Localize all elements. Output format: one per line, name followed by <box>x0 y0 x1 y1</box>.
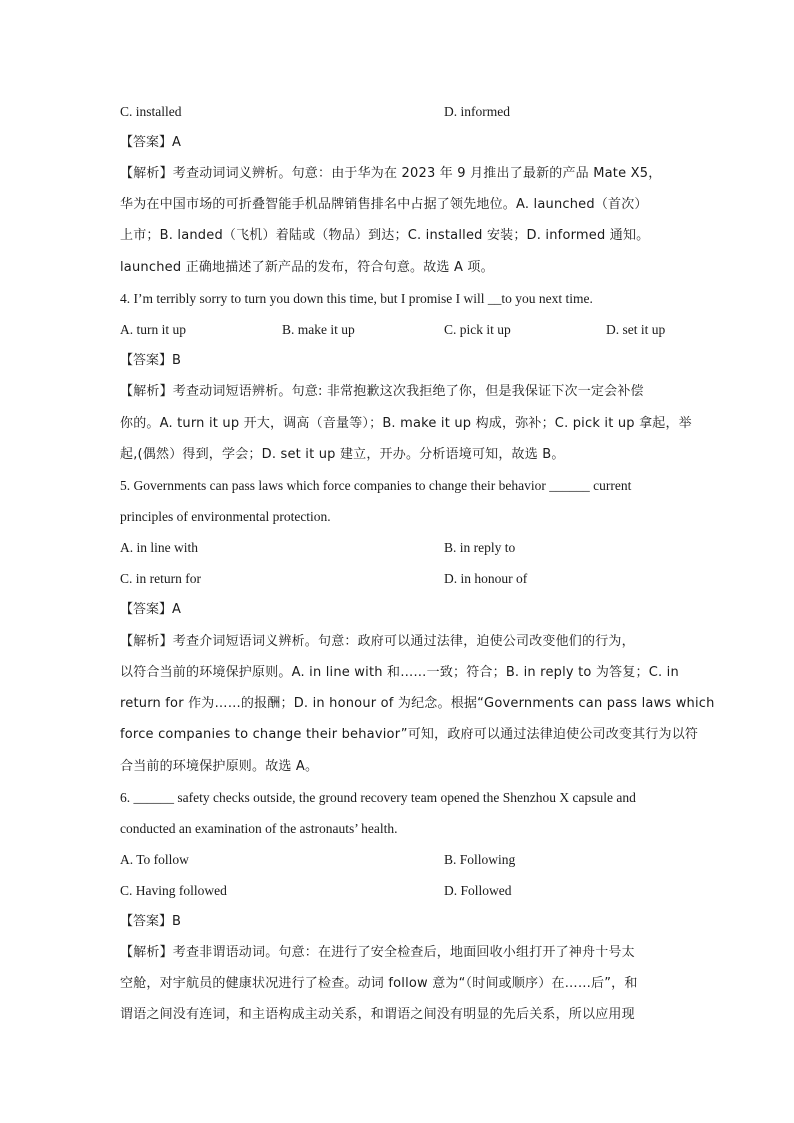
q3-analysis-line-4: launched 正确地描述了新产品的发布，符合句意。故选 A 项。 <box>120 260 494 275</box>
q6-option-a: A. To follow <box>120 852 189 867</box>
q4-analysis-line-1: 【解析】考查动词短语辨析。句意: 非常抱歉这次我拒绝了你，但是我保证下次一定会补偿 <box>120 384 644 399</box>
q6-answer: 【答案】B <box>120 914 181 929</box>
q4-answer: 【答案】B <box>120 353 181 368</box>
q5-stem-line-2: principles of environmental protection. <box>120 509 331 524</box>
q6-analysis-line-2: 空舱，对宇航员的健康状况进行了检查。动词 follow 意为“（时间或顺序）在……后”，和 <box>120 976 638 991</box>
q4-option-c: C. pick it up <box>444 322 511 337</box>
q6-option-c: C. Having followed <box>120 883 227 898</box>
q6-option-b: B. Following <box>444 852 516 867</box>
q5-analysis-line-3: return for 作为……的报酬；D. in honour of 为纪念。根据“Governments can pass laws which <box>120 696 715 711</box>
q5-option-b: B. in reply to <box>444 540 516 555</box>
q3-option-c: C. installed <box>120 104 182 119</box>
q4-analysis-line-2: 你的。A. turn it up 开大，调高（音量等）；B. make it up 构成，弥补；C. pick it up 拿起，举 <box>120 416 692 431</box>
q3-analysis-line-2: 华为在中国市场的可折叠智能手机品牌销售排名中占据了领先地位。A. launched（首次） <box>120 197 648 212</box>
q5-option-d: D. in honour of <box>444 571 528 586</box>
q6-stem-line-1: 6. ______ safety checks outside, the ground recovery team opened the Shenzhou X capsule and <box>120 790 636 805</box>
q4-option-a: A. turn it up <box>120 322 186 337</box>
q3-option-d: D. informed <box>444 104 510 119</box>
q5-analysis-line-2: 以符合当前的环境保护原则。A. in line with 和……一致；符合；B. in reply to 为答复；C. in <box>120 665 679 680</box>
q3-analysis-line-1: 【解析】考查动词词义辨析。句意：由于华为在 2023 年 9 月推出了最新的产品 Mate X5， <box>120 166 662 181</box>
q6-option-d: D. Followed <box>444 883 512 898</box>
q5-option-a: A. in line with <box>120 540 198 555</box>
q6-stem-line-2: conducted an examination of the astronauts’ health. <box>120 821 398 836</box>
q5-stem-line-1: 5. Governments can pass laws which force companies to change their behavior ______ current <box>120 478 632 493</box>
q4-stem: 4. I’m terribly sorry to turn you down this time, but I promise I will __to you next time. <box>120 291 593 306</box>
q5-answer: 【答案】A <box>120 602 181 617</box>
q3-analysis-line-3: 上市；B. landed（飞机）着陆或（物品）到达；C. installed 安装；D. informed 通知。 <box>120 228 650 243</box>
q6-analysis-line-3: 谓语之间没有连词，和主语构成主动关系，和谓语之间没有明显的先后关系，所以应用现 <box>120 1007 635 1022</box>
q5-option-c: C. in return for <box>120 571 201 586</box>
q3-answer: 【答案】A <box>120 135 181 150</box>
q5-analysis-line-1: 【解析】考查介词短语词义辨析。句意：政府可以通过法律，迫使公司改变他们的行为， <box>120 634 635 649</box>
q4-option-d: D. set it up <box>606 322 666 337</box>
q5-analysis-line-4: force companies to change their behavior”可知，政府可以通过法律迫使公司改变其行为以符 <box>120 727 699 742</box>
q5-analysis-line-5: 合当前的环境保护原则。故选 A。 <box>120 759 319 774</box>
q4-analysis-line-3: 起,(偶然）得到，学会；D. set it up 建立，开办。分析语境可知，故选 B。 <box>120 447 565 462</box>
q4-option-b: B. make it up <box>282 322 355 337</box>
q6-analysis-line-1: 【解析】考查非谓语动词。句意：在进行了安全检查后，地面回收小组打开了神舟十号太 <box>120 945 635 960</box>
